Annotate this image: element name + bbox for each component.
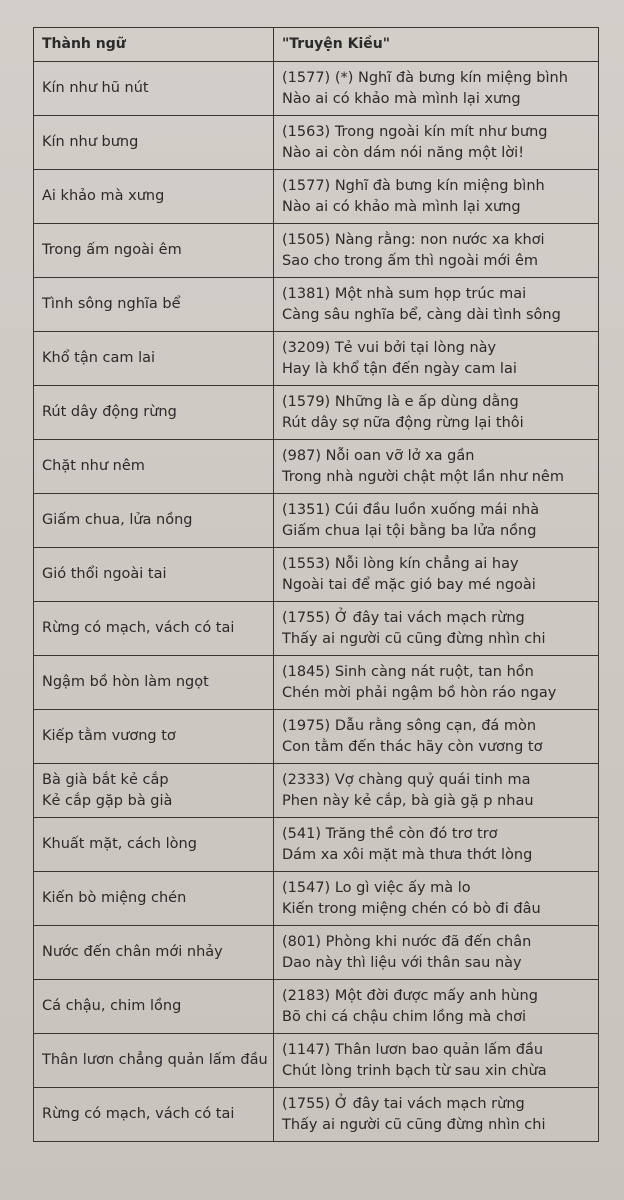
verse-line-2: Dao này thì liệu với thân sau này <box>282 954 522 971</box>
table-row <box>34 278 599 332</box>
verse-line-1: (1845) Sinh càng nát ruột, tan hồn <box>282 663 534 680</box>
idiom-cell: Kín như hũ nút <box>34 62 274 116</box>
verse-line-2: Hay là khổ tận đến ngày cam lai <box>282 360 517 377</box>
table-row <box>34 602 599 656</box>
idiom-cell: Cá chậu, chim lồng <box>34 980 274 1034</box>
idiom-cell: Khổ tận cam lai <box>34 332 274 386</box>
idiom-cell: Kiếp tằm vương tơ <box>34 710 274 764</box>
table-row <box>34 62 599 116</box>
table-row <box>34 764 599 818</box>
verse-cell <box>274 818 599 872</box>
verse-line-2: Phen này kẻ cắp, bà già gặ p nhau <box>282 792 534 809</box>
verse-line-2: Càng sâu nghĩa bể, càng dài tình sông <box>282 306 561 323</box>
verse-cell <box>274 62 599 116</box>
verse-line-1: (2333) Vợ chàng quỷ quái tinh ma <box>282 771 531 788</box>
idiom-cell: Trong ấm ngoài êm <box>34 224 274 278</box>
verse-cell <box>274 116 599 170</box>
verse-line-1: (801) Phòng khi nước đã đến chân <box>282 933 532 950</box>
verse-line-2: Giấm chua lại tội bằng ba lửa nồng <box>282 522 537 539</box>
verse-cell <box>274 710 599 764</box>
idiom-cell: Ngậm bồ hòn làm ngọt <box>34 656 274 710</box>
verse-line-2: Con tằm đến thác hãy còn vương tơ <box>282 738 543 755</box>
table-header-row <box>34 28 599 62</box>
idiom-cell: Tình sông nghĩa bể <box>34 278 274 332</box>
idiom-cell: Nước đến chân mới nhảy <box>34 926 274 980</box>
verse-cell <box>274 170 599 224</box>
table-row <box>34 440 599 494</box>
verse-line-1: (1563) Trong ngoài kín mít như bưng <box>282 123 548 140</box>
verse-line-1: (987) Nỗi oan vỡ lở xa gần <box>282 447 475 464</box>
verse-line-1: (1577) (*) Nghĩ đà bưng kín miệng bình <box>282 69 568 86</box>
verse-line-1: (1579) Những là e ấp dùng dằng <box>282 393 519 410</box>
verse-cell <box>274 494 599 548</box>
table-row <box>34 710 599 764</box>
idiom-cell: Giấm chua, lửa nồng <box>34 494 274 548</box>
verse-line-1: (1351) Cúi đầu luồn xuống mái nhà <box>282 501 540 518</box>
idiom-cell: Rừng có mạch, vách có tai <box>34 1088 274 1142</box>
idiom-cell: Kiến bò miệng chén <box>34 872 274 926</box>
verse-line-2: Chén mời phải ngậm bồ hòn ráo ngay <box>282 684 557 701</box>
verse-line-2: Nào ai có khảo mà mình lại xưng <box>282 198 521 215</box>
verse-line-2: Trong nhà người chật một lần như nêm <box>282 468 564 485</box>
verse-cell <box>274 656 599 710</box>
verse-line-1: (1381) Một nhà sum họp trúc mai <box>282 285 527 302</box>
table-row <box>34 386 599 440</box>
verse-cell <box>274 548 599 602</box>
idiom-line-2: Kẻ cắp gặp bà già <box>42 792 173 809</box>
verse-line-2: Kiến trong miệng chén có bò đi đâu <box>282 900 541 917</box>
idiom-cell: Ai khảo mà xưng <box>34 170 274 224</box>
verse-cell <box>274 278 599 332</box>
table-row <box>34 656 599 710</box>
verse-cell <box>274 332 599 386</box>
table-row <box>34 116 599 170</box>
table-row <box>34 1034 599 1088</box>
verse-line-1: (1553) Nỗi lòng kín chẳng ai hay <box>282 555 519 572</box>
table-row <box>34 494 599 548</box>
verse-line-1: (1547) Lo gì việc ấy mà lo <box>282 879 471 896</box>
verse-line-2: Chút lòng trinh bạch từ sau xin chừa <box>282 1062 547 1079</box>
table-row <box>34 224 599 278</box>
table-row <box>34 170 599 224</box>
verse-line-1: (1577) Nghĩ đà bưng kín miệng bình <box>282 177 545 194</box>
verse-line-1: (3209) Tẻ vui bởi tại lòng này <box>282 339 497 356</box>
idiom-cell: Chặt như nêm <box>34 440 274 494</box>
verse-line-2: Ngoài tai để mặc gió bay mé ngoài <box>282 576 536 593</box>
verse-cell <box>274 1088 599 1142</box>
verse-line-2: Thấy ai người cũ cũng đừng nhìn chi <box>282 630 546 647</box>
verse-cell <box>274 1034 599 1088</box>
verse-line-2: Sao cho trong ấm thì ngoài mới êm <box>282 252 539 269</box>
verse-cell <box>274 386 599 440</box>
idiom-cell <box>34 764 274 818</box>
verse-line-1: (1505) Nàng rằng: non nước xa khơi <box>282 231 545 248</box>
verse-cell <box>274 440 599 494</box>
verse-cell <box>274 872 599 926</box>
verse-line-1: (1975) Dẫu rằng sông cạn, đá mòn <box>282 717 537 734</box>
verse-line-2: Nào ai có khảo mà mình lại xưng <box>282 90 521 107</box>
idiom-cell: Thân lươn chẳng quản lấm đầu <box>34 1034 274 1088</box>
verse-line-2: Dám xa xôi mặt mà thưa thớt lòng <box>282 846 533 863</box>
verse-line-2: Bõ chi cá chậu chim lồng mà chơi <box>282 1008 527 1025</box>
verse-cell <box>274 926 599 980</box>
idiom-comparison-table <box>33 27 599 1142</box>
verse-line-1: (2183) Một đời được mấy anh hùng <box>282 987 538 1004</box>
table-row <box>34 980 599 1034</box>
header-truyen-kieu: "Truyện Kiều" <box>274 28 599 62</box>
verse-line-1: (1755) Ở đây tai vách mạch rừng <box>282 1095 525 1112</box>
table-row <box>34 872 599 926</box>
header-idiom: Thành ngữ <box>34 28 274 62</box>
idiom-cell: Gió thổi ngoài tai <box>34 548 274 602</box>
idiom-cell: Khuất mặt, cách lòng <box>34 818 274 872</box>
verse-line-2: Thấy ai người cũ cũng đừng nhìn chi <box>282 1116 546 1133</box>
verse-line-1: (541) Trăng thề còn đó trơ trơ <box>282 825 498 842</box>
table-row <box>34 818 599 872</box>
idiom-cell: Rút dây động rừng <box>34 386 274 440</box>
verse-line-1: (1147) Thân lươn bao quản lấm đầu <box>282 1041 544 1058</box>
table-row <box>34 926 599 980</box>
idiom-cell: Kín như bưng <box>34 116 274 170</box>
table-row <box>34 548 599 602</box>
verse-line-1: (1755) Ở đây tai vách mạch rừng <box>282 609 525 626</box>
verse-line-2: Nào ai còn dám nói năng một lời! <box>282 144 525 161</box>
verse-cell <box>274 764 599 818</box>
verse-cell <box>274 224 599 278</box>
verse-line-2: Rút dây sợ nữa động rừng lại thôi <box>282 414 524 431</box>
idiom-line-1: Bà già bắt kẻ cắp <box>42 771 169 788</box>
table-row <box>34 1088 599 1142</box>
verse-cell <box>274 980 599 1034</box>
table-row <box>34 332 599 386</box>
idiom-cell: Rừng có mạch, vách có tai <box>34 602 274 656</box>
verse-cell <box>274 602 599 656</box>
